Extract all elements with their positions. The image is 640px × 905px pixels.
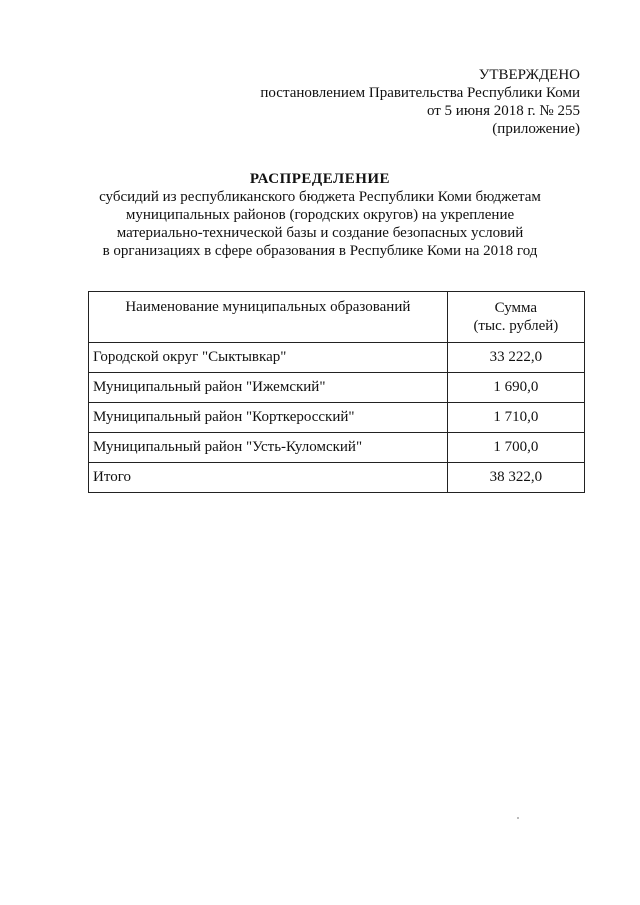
document-subtitle-line: муниципальных районов (городских округов) на укрепление [125,207,515,223]
approval-title: УТВЕРЖДЕНО [478,67,580,83]
row-sum: 33 222,0 [447,343,584,373]
approval-appendix: (приложение) [492,121,580,137]
header-name: Наименование муниципальных образований [89,292,448,343]
header-sum-unit: (тыс. рублей) [473,318,559,334]
document-subtitle-line: в организациях в сфере образования в Республике Коми на 2018 год [102,243,538,259]
approval-resolution: постановлением Правительства Республики Коми [260,85,580,101]
document-heading: РАСПРЕДЕЛЕНИЕ [249,171,391,187]
table-row [89,403,585,433]
table-row [89,433,585,463]
row-name: Муниципальный район "Ижемский" [89,373,448,403]
row-sum: 1 710,0 [447,403,584,433]
header-sum [447,292,584,343]
row-name: Муниципальный район "Усть-Куломский" [89,433,448,463]
header-sum-label: Сумма [494,300,538,316]
document-title-block [60,170,580,260]
table-total-row [89,463,585,493]
total-sum: 38 322,0 [447,463,584,493]
row-name: Муниципальный район "Корткеросский" [89,403,448,433]
distribution-table [88,291,585,493]
approval-block [260,66,580,138]
approval-date: от 5 июня 2018 г. № 255 [426,103,580,119]
row-name: Городской округ "Сыктывкар" [89,343,448,373]
document-subtitle-line: субсидий из республиканского бюджета Республики Коми бюджетам [99,189,541,205]
scan-speck [517,817,519,819]
row-sum: 1 690,0 [447,373,584,403]
total-label: Итого [89,463,448,493]
table-row [89,373,585,403]
table-header-row [89,292,585,343]
table-row [89,343,585,373]
document-subtitle-line: материально-технической базы и создание безопасных условий [116,225,524,241]
row-sum: 1 700,0 [447,433,584,463]
